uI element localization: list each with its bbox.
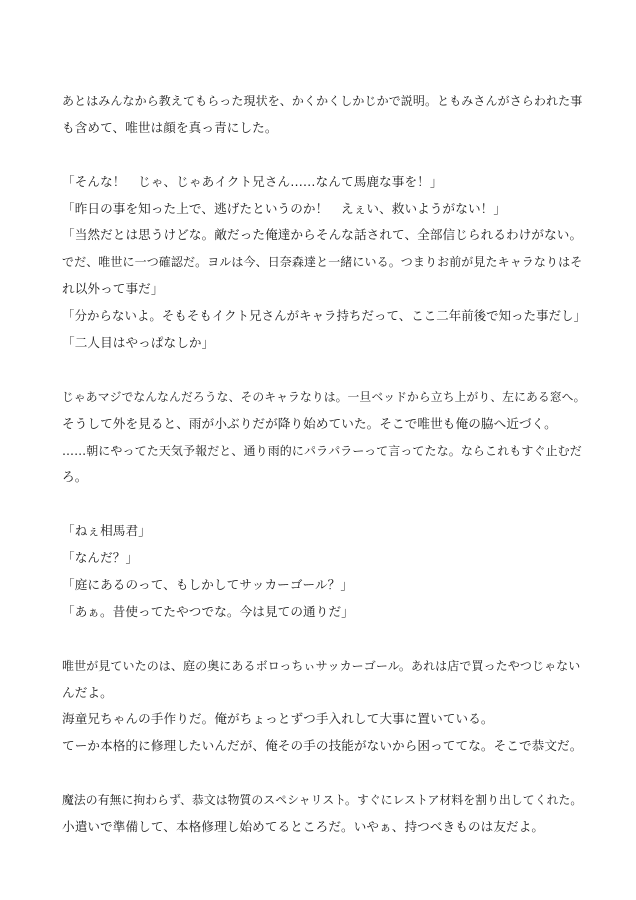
text-line: でだ、唯世に一つ確認だ。ヨルは今、日奈森達と一緒にいる。つまりお前が見たキャラなりはそ — [62, 255, 583, 270]
text-line: ……朝にやってた天気予報だと、通り雨的にパラパラーって言ってたな。ならこれもすぐ止むだ — [62, 443, 582, 458]
dialogue-line: 「そんな！ じゃ、じゃあイクト兄さん……なんて馬鹿な事を！」 — [62, 173, 443, 189]
dialogue-line: 「なんだ？」 — [62, 550, 139, 566]
text-line: 海童兄ちゃんの手作りだ。俺がちょっとずつ手入れして大事に置いている。 — [62, 711, 494, 727]
text-line: 唯世が見ていたのは、庭の奥にあるボロっちぃサッカーゴール。あれは店で買ったやつじゃない — [62, 658, 581, 673]
text-line: れ以外って事だ」 — [62, 281, 164, 297]
paragraph-gap — [62, 491, 587, 518]
text-line: 魔法の有無に拘わらず、恭文は物質のスペシャリスト。すぐにレストア材料を割り出してくれた。 — [62, 793, 583, 808]
paragraph-gap — [62, 626, 587, 653]
text-line: そうして外を見ると、雨が小ぶりだが降り始めていた。そこで唯世も俺の脇へ近づく。 — [62, 415, 557, 431]
text-line: ろ。 — [62, 469, 88, 485]
body-text — [62, 88, 587, 841]
dialogue-line: 「当然だとは思うけどな。敵だった俺達からそんな話されて、全部信じられるわけがない。 — [62, 227, 583, 243]
paragraph-gap — [62, 357, 587, 384]
paragraph-gap — [62, 142, 587, 169]
dialogue-line: 「庭にあるのって、もしかしてサッカーゴール？」 — [62, 577, 354, 593]
text-line: んだよ。 — [62, 684, 113, 700]
text-line: じゃあマジでなんなんだろうな、そのキャラなりは。一旦ベッドから立ち上がり、左にある窓へ。 — [62, 389, 586, 404]
dialogue-line: 「二人目はやっぱなしか」 — [62, 335, 215, 351]
text-line: てーか本格的に修理したいんだが、俺その手の技能がないから困っててな。そこで恭文だ。 — [62, 738, 583, 754]
text-line: も含めて、唯世は顔を真っ青にした。 — [62, 119, 278, 135]
dialogue-line: 「ねぇ相馬君」 — [62, 523, 151, 539]
text-line: 小遣いで準備して、本格修理し始めてるところだ。いやぁ、持つべきものは友だよ。 — [62, 819, 545, 835]
paragraph-gap — [62, 760, 587, 787]
dialogue-line: 「分からないよ。そもそもイクト兄さんがキャラ持ちだって、ここ二年前後で知った事だし」 — [62, 308, 587, 324]
dialogue-line: 「あぁ。昔使ってたやつでな。今は見ての通りだ」 — [62, 603, 354, 619]
dialogue-line: 「昨日の事を知った上で、逃げたというのか！ えぇい、救いようがない！」 — [62, 200, 507, 216]
text-line: あとはみんなから教えてもらった現状を、かくかくしかじかで説明。ともみさんがさらわれた事 — [62, 94, 583, 108]
